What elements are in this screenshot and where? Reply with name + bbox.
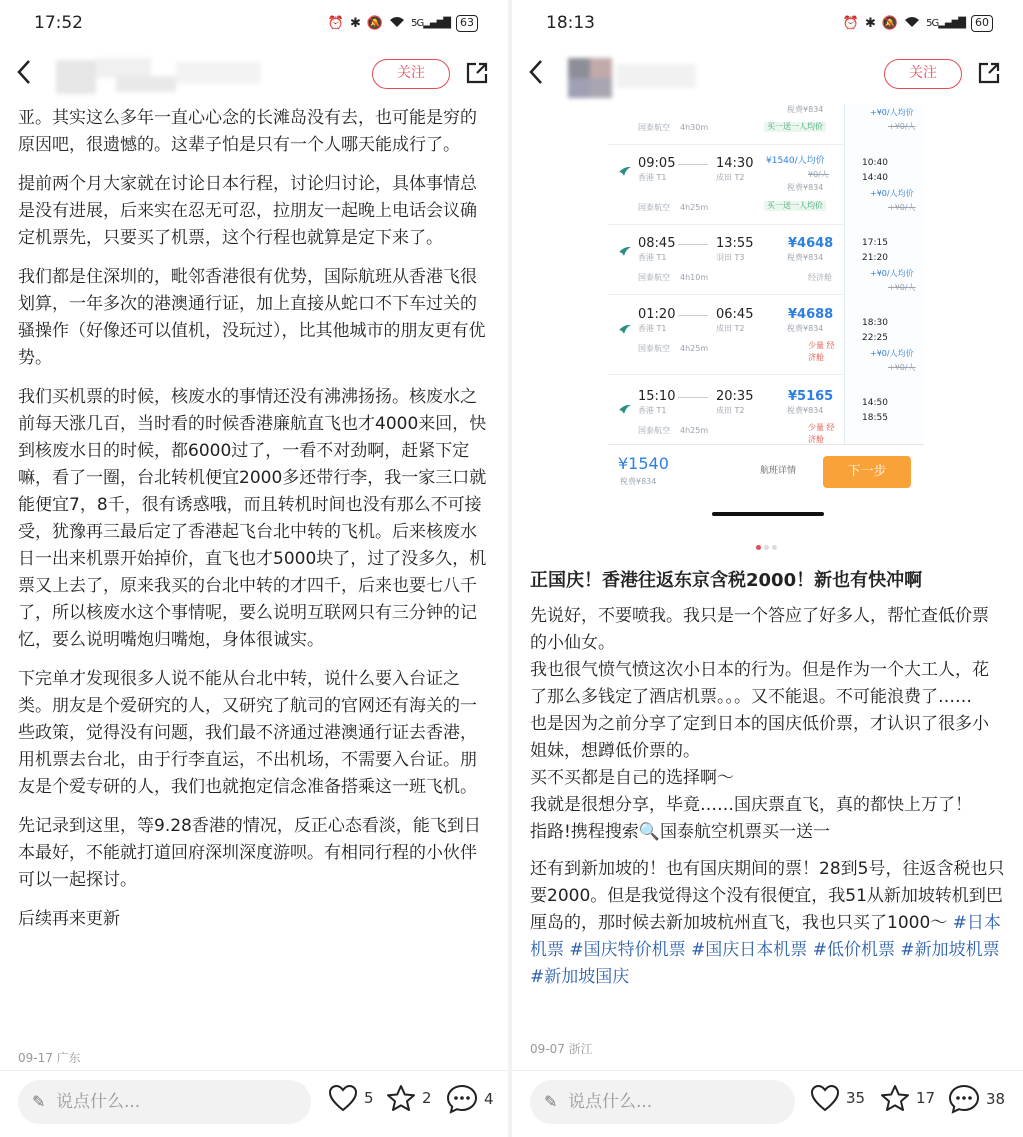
paragraph-text: 还有到新加坡的！也有国庆期间的票！28到5号，往返含税也只要2000。但是我觉得这个没有很便宜，我51从新加坡转机到巴厘岛的，那时候去新加坡杭州直飞，我也只买了1000～ — [530, 859, 1005, 933]
hashtag-link[interactable]: #新加坡机票 — [900, 940, 1000, 960]
arrival-time: 13:55 — [716, 236, 754, 251]
star-icon — [386, 1084, 416, 1112]
arrival-airport: 成田 T2 — [716, 173, 745, 182]
mute-icon: 🔕 — [366, 16, 384, 31]
arrival-airport: 成田 T2 — [716, 406, 745, 415]
duration-label: 4h25m — [680, 344, 709, 353]
pencil-icon: ✎ — [544, 1092, 558, 1111]
cathay-logo-icon — [618, 162, 632, 174]
paragraph — [530, 856, 1005, 991]
price-label: ¥1540/人均价 — [766, 156, 825, 166]
price-label: ¥4688 — [788, 307, 834, 322]
carousel-dot[interactable] — [764, 545, 769, 550]
return-arr-time: 18:55 — [862, 413, 888, 423]
tax-label: 税费¥834 — [787, 253, 824, 262]
collect-button[interactable] — [386, 1084, 432, 1112]
signal-label: 5G — [411, 18, 424, 29]
return-arr-time: 22:25 — [862, 333, 888, 343]
flight-detail-link[interactable]: 航班详情 — [760, 466, 797, 476]
paragraph: 也是因为之前分享了定到日本的国庆低价票，才认识了很多小姐妹，想蹲低价票的。 — [530, 714, 989, 761]
cathay-logo-icon — [618, 320, 632, 332]
row-divider — [608, 224, 843, 225]
comment-placeholder: 说点什么... — [56, 1092, 141, 1112]
paragraph: 我们买机票的时候，核废水的事情还没有沸沸扬扬。核废水之前每天涨几百，当时看的时候香港廉航直飞也才4000来回，快到核废水日的时候，都6000过了，一看不对劲啊，赶紧下定嘛，看了一圈，台北转机便宜2000多还带行李，我一家三口就能便宜7，8千，很有诱惑哦，而且转机时间也没有那么不可接受，犹豫再三最后定了香港起飞台北中转的飞机。后来核废水日一出来机票开始掉价，直飞也才5000块了，过了没多久，机票又上去了，原来我买的台北中转的才四千，后来也要七八千了，所以核废水这个事情呢，要么说明互联网只有三分钟的记忆，要么说明嘴炮归嘴炮，身体很诚实。 — [18, 387, 487, 650]
route-line — [678, 397, 708, 398]
price-label: ¥5165 — [788, 389, 834, 404]
cathay-logo-icon — [618, 400, 632, 412]
post-title: 正国庆！香港往返东京含税2000！新也有快冲啊 — [530, 570, 923, 591]
airline-label: 国泰航空 — [638, 273, 670, 282]
home-indicator — [712, 512, 824, 516]
comment-icon — [948, 1084, 980, 1114]
promo-badge: 买一送一人均价 — [764, 201, 826, 211]
return-price: +¥0/人均价 — [870, 349, 914, 358]
row-divider — [608, 374, 843, 375]
airline-label: 国泰航空 — [638, 344, 670, 353]
route-line — [678, 164, 708, 165]
battery-icon: 63 — [456, 15, 478, 32]
battery-icon: 60 — [971, 15, 993, 32]
follow-button[interactable]: 关注 — [884, 59, 962, 89]
departure-time: 01:20 — [638, 307, 676, 322]
airline-label: 国泰航空 — [638, 123, 670, 132]
hashtag-link[interactable]: #低价机票 — [812, 940, 895, 960]
comment-input[interactable] — [18, 1080, 311, 1124]
alarm-icon: ⏰ — [842, 16, 860, 31]
bluetooth-icon: ✱ — [350, 16, 361, 31]
right-post-screen — [512, 0, 1023, 1137]
row-divider — [608, 294, 843, 295]
status-time: 18:13 — [546, 13, 595, 33]
footer-tax: 税费¥834 — [620, 477, 657, 486]
arrival-time: 14:30 — [716, 156, 754, 171]
signal-label: 5G — [926, 18, 939, 29]
arrival-time: 20:35 — [716, 389, 754, 404]
signal-icon: 5G▂▄▆█ — [926, 18, 965, 29]
heart-icon — [328, 1084, 358, 1112]
tax-label: 税费¥834 — [787, 406, 824, 415]
duration-label: 4h10m — [680, 273, 709, 282]
departure-airport: 香港 T1 — [638, 253, 667, 262]
left-post-screen — [0, 0, 508, 1137]
return-price: +¥0/人均价 — [870, 269, 914, 278]
return-dep-time: 17:15 — [862, 238, 888, 248]
heart-icon — [810, 1084, 840, 1112]
paragraph: 后续再来更新 — [18, 909, 120, 929]
like-button[interactable] — [810, 1084, 865, 1112]
old-price: ¥0/人 — [808, 170, 829, 179]
return-arr-time: 14:40 — [862, 173, 888, 183]
post-date-location: 09-17 广东 — [18, 1051, 81, 1065]
route-line — [678, 315, 708, 316]
carousel-dots[interactable] — [756, 545, 777, 550]
price-label: ¥4648 — [788, 236, 834, 251]
hashtag-link[interactable]: #新加坡国庆 — [530, 967, 630, 987]
cabin-note: 经济舱 — [808, 273, 832, 282]
departure-time: 08:45 — [638, 236, 676, 251]
status-icons — [328, 15, 478, 32]
paragraph: 下完单才发现很多人说不能从台北中转，说什么要入台证之类。朋友是个爱研究的人，又研究了航司的官网还有海关的一些政策，觉得没有问题，我们最不济通过港澳通行证去香港，用机票去台北，由于行李直运，不出机场，不需要入台证。朋友是个爱专研的人，我们也就抱定信念准备搭乘这一班飞机。 — [18, 669, 477, 797]
promo-badge: 买一送一人均价 — [764, 122, 826, 132]
status-icons — [843, 15, 993, 32]
comment-placeholder: 说点什么... — [568, 1092, 653, 1112]
paragraph: 买不买都是自己的选择啊～ — [530, 768, 734, 788]
duration-label: 4h25m — [680, 426, 709, 435]
paragraph: 亚。其实这么多年一直心心念的长滩岛没有去，也可能是穷的原因吧，很遗憾的。这辈子怕是只有一个人哪天能成行了。 — [18, 108, 477, 155]
post-body — [18, 105, 490, 945]
paragraph: 我们都是住深圳的，毗邻香港很有优势，国际航班从香港飞很划算，一年多次的港澳通行证，加上直接从蛇口不下车过关的骚操作（好像还可以值机，没玩过），比其他城市的朋友更有优势。 — [18, 267, 486, 368]
next-step-button[interactable]: 下一步 — [823, 456, 911, 488]
return-dep-time: 10:40 — [862, 158, 888, 168]
back-icon[interactable] — [16, 58, 32, 92]
duration-label: 4h30m — [680, 123, 709, 132]
star-icon — [880, 1084, 910, 1112]
follow-button[interactable]: 关注 — [372, 59, 450, 89]
bottom-action-bar — [0, 1068, 508, 1137]
return-price: +¥0/人均价 — [870, 108, 914, 117]
departure-airport: 香港 T1 — [638, 406, 667, 415]
status-bar — [0, 0, 508, 48]
comment-count: 4 — [484, 1090, 494, 1108]
status-time: 17:52 — [34, 13, 83, 33]
comment-count: 38 — [986, 1090, 1006, 1108]
cabin-note: 少量 经济舱 — [808, 341, 835, 362]
tax-label: 税费¥834 — [787, 324, 824, 333]
arrival-airport: 成田 T2 — [716, 324, 745, 333]
star-count: 2 — [422, 1089, 432, 1107]
tax-label: 税费¥834 — [787, 105, 824, 114]
return-dep-time: 18:30 — [862, 318, 888, 328]
comment-button[interactable] — [446, 1084, 494, 1114]
paragraph: 先说好，不要喷我。我只是一个答应了好多人，帮忙查低价票的小仙女。 — [530, 606, 989, 653]
flight-list-screenshot[interactable] — [608, 104, 924, 520]
share-icon[interactable] — [464, 60, 490, 86]
collect-button[interactable] — [880, 1084, 935, 1112]
duration-label: 4h25m — [680, 203, 709, 212]
return-old-price: +¥0/人 — [888, 203, 916, 212]
departure-time: 15:10 — [638, 389, 676, 404]
comment-button[interactable] — [948, 1084, 1005, 1114]
post-body — [530, 603, 1005, 991]
signal-icon: 5G▂▄▆█ — [411, 18, 450, 29]
cabin-note: 少量 经济舱 — [808, 423, 835, 444]
blurred-author-avatar[interactable] — [568, 58, 698, 94]
comment-input[interactable] — [530, 1080, 795, 1124]
airline-label: 国泰航空 — [638, 426, 670, 435]
return-dep-time: 14:50 — [862, 398, 888, 408]
departure-airport: 香港 T1 — [638, 324, 667, 333]
paragraph: 指路!携程搜索🔍国泰航空机票买一送一 — [530, 822, 830, 842]
hashtag-link[interactable]: #日本机票 — [530, 913, 1001, 960]
tax-label: 税费¥834 — [787, 183, 824, 192]
departure-airport: 香港 T1 — [638, 173, 667, 182]
status-bar — [512, 0, 1023, 48]
paragraph: 我就是很想分享，毕竟……国庆票直飞，真的都快上万了！ — [530, 795, 972, 815]
comment-icon — [446, 1084, 478, 1114]
footer-divider — [608, 444, 924, 445]
footer-price: ¥1540 — [618, 454, 669, 473]
paragraph: 提前两个月大家就在讨论日本行程，讨论归讨论，具体事情总是没有进展，后来实在忍无可忍，拉朋友一起晚上电话会议确定机票先，只要买了机票，这个行程也就算是定下来了。 — [18, 174, 477, 248]
post-nav-bar — [0, 48, 508, 104]
pencil-icon: ✎ — [32, 1092, 46, 1111]
blurred-author-avatar[interactable] — [56, 58, 261, 94]
carousel-dot[interactable] — [756, 545, 761, 550]
return-arr-time: 21:20 — [862, 253, 888, 263]
row-divider — [608, 144, 843, 145]
like-button[interactable] — [328, 1084, 374, 1112]
paragraph: 先记录到这里，等9.28香港的情况，反正心态看淡，能飞到日本最好，不能就打道回府深圳深度游呗。有相同行程的小伙伴可以一起探讨。 — [18, 816, 481, 890]
airline-label: 国泰航空 — [638, 203, 670, 212]
wifi-icon — [389, 16, 405, 32]
like-count: 5 — [364, 1089, 374, 1107]
post-date-location: 09-07 浙江 — [530, 1042, 593, 1056]
return-price: +¥0/人均价 — [870, 189, 914, 198]
route-line — [678, 244, 708, 245]
like-count: 35 — [846, 1089, 866, 1107]
back-icon[interactable] — [528, 58, 544, 92]
return-old-price: +¥0/人 — [888, 283, 916, 292]
return-old-price: +¥0/人 — [888, 122, 916, 131]
hashtag-link[interactable]: #国庆特价机票 — [569, 940, 686, 960]
paragraph: 我也很气愤气愤这次小日本的行为。但是作为一个大工人，花了那么多钱定了酒店机票。。。又不能退。不可能浪费了…… — [530, 660, 989, 707]
bottom-action-bar — [512, 1068, 1023, 1137]
hashtag-link[interactable]: #国庆日本机票 — [691, 940, 808, 960]
share-icon[interactable] — [976, 60, 1002, 86]
alarm-icon: ⏰ — [327, 16, 345, 31]
wifi-icon — [904, 16, 920, 32]
arrival-airport: 羽田 T3 — [716, 253, 745, 262]
departure-time: 09:05 — [638, 156, 676, 171]
return-old-price: +¥0/人 — [888, 363, 916, 372]
cathay-logo-icon — [618, 242, 632, 254]
carousel-dot[interactable] — [772, 545, 777, 550]
arrival-time: 06:45 — [716, 307, 754, 322]
bluetooth-icon: ✱ — [865, 16, 876, 31]
post-nav-bar — [512, 48, 1023, 104]
star-count: 17 — [916, 1089, 936, 1107]
mute-icon: 🔕 — [881, 16, 899, 31]
